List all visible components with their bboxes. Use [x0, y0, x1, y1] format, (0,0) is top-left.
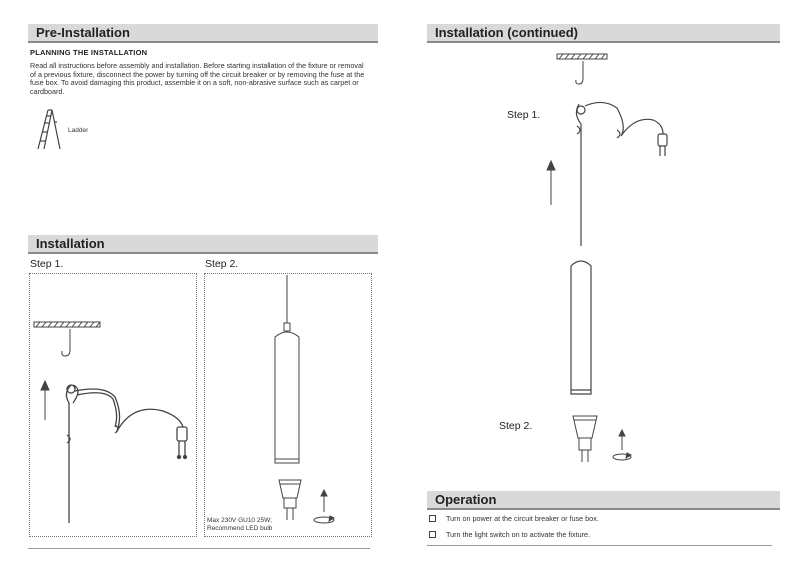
- cord-and-plug-illustration: [55, 375, 195, 525]
- installation-step1-label: Step 1.: [30, 258, 64, 270]
- operation-item-text: Turn the light switch on to activate the fixture.: [446, 530, 590, 539]
- operation-heading: [427, 491, 780, 510]
- installation-title: Installation: [36, 236, 105, 251]
- planning-subtitle: PLANNING THE INSTALLATION: [30, 48, 148, 57]
- pendant-assembly-illustration: [565, 96, 675, 406]
- operation-item-text: Turn on power at the circuit breaker or fuse box.: [446, 514, 599, 523]
- bulb-icon-right: [570, 410, 600, 465]
- installation-step2-label: Step 2.: [205, 258, 239, 270]
- up-arrow-icon-right: [546, 160, 556, 205]
- checkbox-icon: [429, 515, 436, 522]
- operation-item: [429, 530, 590, 539]
- bulb-icon: [275, 476, 305, 526]
- rotate-arrow-icon-right: [610, 430, 634, 466]
- operation-title: Operation: [435, 492, 497, 507]
- bulb-note: [207, 517, 272, 532]
- ceiling-hook-illustration: [30, 318, 110, 363]
- right-page-bottom-rule: [427, 545, 772, 546]
- installation-heading: [28, 235, 378, 254]
- installation-continued-title: Installation (continued): [435, 25, 578, 40]
- left-page-bottom-rule: [28, 548, 370, 549]
- pre-installation-heading: [28, 24, 378, 43]
- pre-installation-title: Pre-Installation: [36, 25, 130, 40]
- installation-continued-heading: [427, 24, 780, 43]
- ceiling-hook-illustration-right: [555, 52, 615, 92]
- rotate-arrow-icon: [312, 490, 336, 530]
- bulb-note-line1: Max 230V GU10 25W;: [207, 517, 272, 524]
- continued-step2-label: Step 2.: [499, 420, 533, 432]
- operation-item: [429, 514, 599, 523]
- up-arrow-icon: [40, 380, 50, 420]
- continued-step1-label: Step 1.: [507, 109, 541, 121]
- checkbox-icon: [429, 531, 436, 538]
- pendant-shade-illustration: [265, 275, 315, 475]
- ladder-icon: [34, 108, 64, 150]
- bulb-note-line2: Recommend LED bulb: [207, 524, 273, 532]
- planning-paragraph: Read all instructions before assembly and installation. Before starting installation of the fixture or removal of a previous fixture, disconnect the power by turning off the circuit breaker or by removing the fuse at the fuse box. To avoid damaging this product, assemble it on a soft, non-abrasive surface such as carpet or cardboard.: [30, 61, 365, 96]
- ladder-label: Ladder: [68, 127, 89, 134]
